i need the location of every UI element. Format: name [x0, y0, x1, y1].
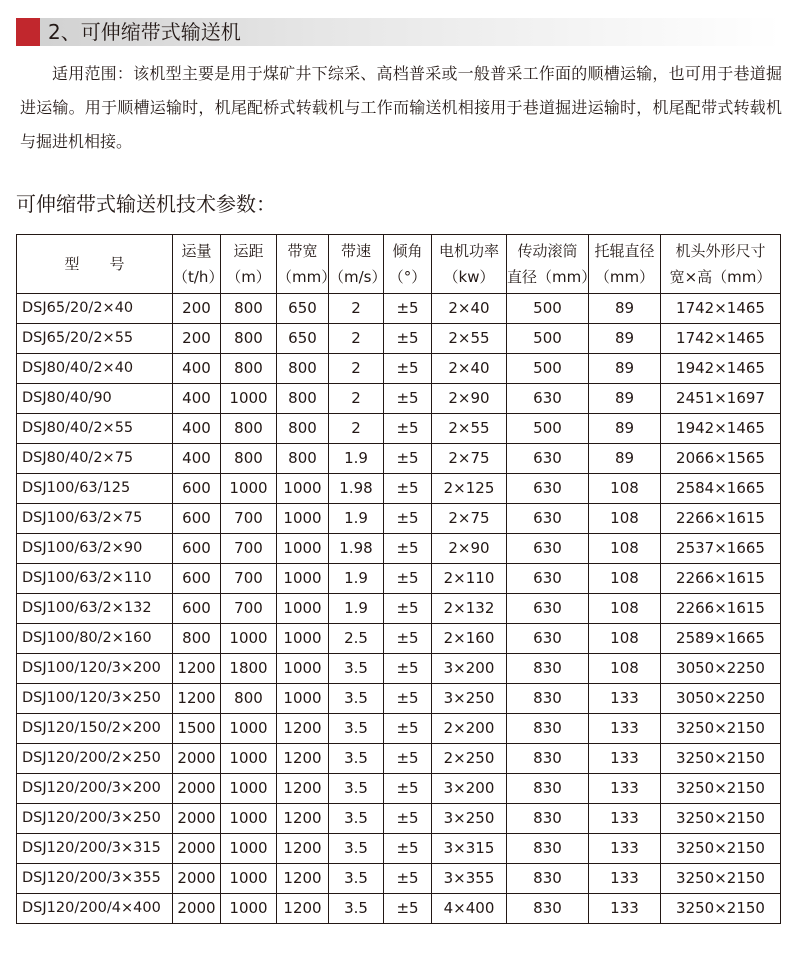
header-motor-power-label: 电机功率 — [438, 242, 499, 260]
cell-angle: ±5 — [384, 354, 432, 384]
cell-angle: ±5 — [384, 594, 432, 624]
cell-angle: ±5 — [384, 624, 432, 654]
cell-capacity: 600 — [173, 534, 221, 564]
cell-idler-diameter: 108 — [589, 624, 661, 654]
cell-belt-width: 1200 — [277, 744, 329, 774]
table-row — [17, 564, 781, 594]
cell-belt-width: 1200 — [277, 894, 329, 924]
cell-distance: 1800 — [221, 654, 277, 684]
cell-belt-speed: 1.9 — [329, 594, 384, 624]
cell-drum-diameter: 830 — [507, 684, 589, 714]
cell-capacity: 200 — [173, 294, 221, 324]
cell-drum-diameter: 500 — [507, 294, 589, 324]
header-idler-diameter-unit: （mm） — [594, 268, 655, 286]
cell-belt-speed: 3.5 — [329, 894, 384, 924]
cell-belt-speed: 3.5 — [329, 774, 384, 804]
table-row — [17, 504, 781, 534]
cell-belt-width: 1000 — [277, 564, 329, 594]
cell-distance: 1000 — [221, 894, 277, 924]
table-row — [17, 864, 781, 894]
cell-motor-power: 2×75 — [432, 444, 507, 474]
cell-capacity: 2000 — [173, 744, 221, 774]
cell-drum-diameter: 830 — [507, 834, 589, 864]
table-row — [17, 294, 781, 324]
cell-head-dims: 2266×1615 — [661, 564, 781, 594]
cell-angle: ±5 — [384, 474, 432, 504]
cell-angle: ±5 — [384, 324, 432, 354]
cell-distance: 1000 — [221, 624, 277, 654]
cell-head-dims: 3050×2250 — [661, 654, 781, 684]
cell-belt-speed: 2 — [329, 294, 384, 324]
cell-model: DSJ80/40/2×55 — [17, 414, 173, 444]
header-capacity-label: 运量 — [181, 242, 212, 260]
cell-angle: ±5 — [384, 834, 432, 864]
cell-angle: ±5 — [384, 774, 432, 804]
cell-belt-width: 1200 — [277, 804, 329, 834]
cell-drum-diameter: 500 — [507, 324, 589, 354]
header-distance — [221, 235, 277, 294]
cell-head-dims: 3250×2150 — [661, 714, 781, 744]
cell-drum-diameter: 630 — [507, 384, 589, 414]
table-row — [17, 744, 781, 774]
cell-capacity: 1200 — [173, 684, 221, 714]
cell-drum-diameter: 830 — [507, 654, 589, 684]
cell-distance: 700 — [221, 534, 277, 564]
cell-head-dims: 1742×1465 — [661, 324, 781, 354]
cell-belt-width: 800 — [277, 414, 329, 444]
cell-head-dims: 3250×2150 — [661, 894, 781, 924]
cell-model: DSJ120/200/3×250 — [17, 804, 173, 834]
header-head-dims-label: 机头外形尺寸 — [675, 242, 766, 260]
cell-distance: 1000 — [221, 744, 277, 774]
cell-drum-diameter: 630 — [507, 564, 589, 594]
header-belt-speed — [329, 235, 387, 294]
cell-head-dims: 3250×2150 — [661, 744, 781, 774]
cell-head-dims: 1942×1465 — [661, 414, 781, 444]
table-row — [17, 354, 781, 384]
cell-belt-width: 800 — [277, 384, 329, 414]
cell-belt-width: 1000 — [277, 594, 329, 624]
cell-drum-diameter: 830 — [507, 774, 589, 804]
cell-belt-width: 1000 — [277, 654, 329, 684]
cell-belt-width: 650 — [277, 294, 329, 324]
cell-belt-speed: 3.5 — [329, 744, 384, 774]
section-title: 2、可伸缩带式输送机 — [48, 20, 241, 44]
table-row — [17, 804, 781, 834]
cell-angle: ±5 — [384, 444, 432, 474]
cell-motor-power: 3×250 — [432, 804, 507, 834]
header-capacity — [173, 235, 224, 294]
cell-idler-diameter: 89 — [589, 354, 661, 384]
cell-distance: 1000 — [221, 774, 277, 804]
cell-angle: ±5 — [384, 564, 432, 594]
header-belt-speed-unit: （m/s） — [329, 268, 387, 286]
cell-belt-width: 800 — [277, 444, 329, 474]
cell-head-dims: 2584×1665 — [661, 474, 781, 504]
cell-head-dims: 2266×1615 — [661, 594, 781, 624]
cell-angle: ±5 — [384, 864, 432, 894]
cell-head-dims: 2451×1697 — [661, 384, 781, 414]
cell-belt-width: 650 — [277, 324, 329, 354]
cell-distance: 800 — [221, 354, 277, 384]
cell-belt-speed: 2.5 — [329, 624, 384, 654]
cell-distance: 1000 — [221, 804, 277, 834]
cell-head-dims: 3250×2150 — [661, 804, 781, 834]
cell-capacity: 2000 — [173, 894, 221, 924]
cell-model: DSJ120/200/3×315 — [17, 834, 173, 864]
cell-capacity: 400 — [173, 444, 221, 474]
cell-idler-diameter: 108 — [589, 564, 661, 594]
cell-capacity: 1500 — [173, 714, 221, 744]
cell-model: DSJ100/80/2×160 — [17, 624, 173, 654]
header-angle-unit: （°） — [388, 268, 427, 286]
cell-head-dims: 2066×1565 — [661, 444, 781, 474]
cell-motor-power: 3×355 — [432, 864, 507, 894]
header-distance-label: 运距 — [233, 242, 264, 260]
cell-motor-power: 2×40 — [432, 294, 507, 324]
cell-model: DSJ100/63/2×90 — [17, 534, 173, 564]
cell-head-dims: 2537×1665 — [661, 534, 781, 564]
cell-motor-power: 4×400 — [432, 894, 507, 924]
header-drum-diameter-unit: 直径（mm） — [507, 268, 597, 286]
cell-motor-power: 3×315 — [432, 834, 507, 864]
cell-belt-width: 1200 — [277, 714, 329, 744]
table-row — [17, 324, 781, 354]
cell-idler-diameter: 108 — [589, 594, 661, 624]
header-belt-speed-label: 带速 — [340, 242, 371, 260]
cell-idler-diameter: 133 — [589, 774, 661, 804]
cell-model: DSJ100/63/2×75 — [17, 504, 173, 534]
header-distance-unit: （m） — [226, 268, 271, 286]
cell-idler-diameter: 133 — [589, 714, 661, 744]
cell-motor-power: 3×200 — [432, 654, 507, 684]
cell-capacity: 2000 — [173, 864, 221, 894]
cell-angle: ±5 — [384, 384, 432, 414]
cell-drum-diameter: 630 — [507, 534, 589, 564]
cell-drum-diameter: 830 — [507, 894, 589, 924]
cell-head-dims: 3250×2150 — [661, 864, 781, 894]
cell-distance: 1000 — [221, 834, 277, 864]
cell-belt-speed: 3.5 — [329, 714, 384, 744]
cell-head-dims: 3050×2250 — [661, 684, 781, 714]
cell-capacity: 2000 — [173, 774, 221, 804]
cell-capacity: 400 — [173, 354, 221, 384]
cell-motor-power: 3×200 — [432, 774, 507, 804]
cell-head-dims: 3250×2150 — [661, 834, 781, 864]
cell-belt-width: 1000 — [277, 474, 329, 504]
cell-distance: 1000 — [221, 714, 277, 744]
cell-belt-width: 1200 — [277, 834, 329, 864]
cell-distance: 700 — [221, 564, 277, 594]
cell-distance: 1000 — [221, 384, 277, 414]
cell-belt-speed: 3.5 — [329, 654, 384, 684]
table-row — [17, 384, 781, 414]
cell-motor-power: 2×55 — [432, 324, 507, 354]
cell-idler-diameter: 133 — [589, 744, 661, 774]
header-idler-diameter-label: 托辊直径 — [594, 242, 655, 260]
cell-capacity: 400 — [173, 384, 221, 414]
cell-model: DSJ100/120/3×250 — [17, 684, 173, 714]
cell-motor-power: 2×160 — [432, 624, 507, 654]
cell-capacity: 2000 — [173, 804, 221, 834]
cell-belt-speed: 1.98 — [329, 534, 384, 564]
cell-idler-diameter: 133 — [589, 894, 661, 924]
cell-model: DSJ120/200/4×400 — [17, 894, 173, 924]
cell-angle: ±5 — [384, 294, 432, 324]
cell-drum-diameter: 830 — [507, 864, 589, 894]
header-belt-width-unit: （mm） — [277, 268, 337, 286]
cell-distance: 700 — [221, 504, 277, 534]
cell-motor-power: 2×40 — [432, 354, 507, 384]
cell-angle: ±5 — [384, 684, 432, 714]
cell-belt-speed: 3.5 — [329, 864, 384, 894]
cell-motor-power: 2×132 — [432, 594, 507, 624]
header-belt-width-label: 带宽 — [287, 242, 318, 260]
header-motor-power-unit: （kw） — [443, 268, 495, 286]
cell-drum-diameter: 630 — [507, 504, 589, 534]
cell-motor-power: 2×125 — [432, 474, 507, 504]
cell-belt-width: 1000 — [277, 684, 329, 714]
cell-distance: 800 — [221, 684, 277, 714]
cell-drum-diameter: 500 — [507, 354, 589, 384]
table-header-row — [17, 235, 781, 294]
cell-belt-speed: 2 — [329, 414, 384, 444]
cell-idler-diameter: 108 — [589, 474, 661, 504]
cell-model: DSJ120/150/2×200 — [17, 714, 173, 744]
cell-idler-diameter: 108 — [589, 654, 661, 684]
header-drum-diameter-label: 传动滚筒 — [517, 242, 578, 260]
cell-belt-speed: 3.5 — [329, 834, 384, 864]
cell-distance: 800 — [221, 414, 277, 444]
table-title: 可伸缩带式输送机技术参数： — [16, 192, 276, 216]
cell-head-dims: 2589×1665 — [661, 624, 781, 654]
cell-belt-speed: 3.5 — [329, 684, 384, 714]
header-angle — [384, 235, 432, 294]
cell-motor-power: 2×55 — [432, 414, 507, 444]
cell-motor-power: 2×75 — [432, 504, 507, 534]
table-row — [17, 774, 781, 804]
table-row — [17, 594, 781, 624]
cell-angle: ±5 — [384, 804, 432, 834]
cell-belt-width: 1000 — [277, 624, 329, 654]
cell-angle: ±5 — [384, 654, 432, 684]
table-row — [17, 624, 781, 654]
cell-belt-speed: 2 — [329, 324, 384, 354]
cell-model: DSJ100/63/125 — [17, 474, 173, 504]
cell-drum-diameter: 830 — [507, 804, 589, 834]
cell-motor-power: 2×90 — [432, 534, 507, 564]
cell-belt-speed: 1.9 — [329, 504, 384, 534]
header-model: 型 号 — [17, 235, 173, 294]
cell-angle: ±5 — [384, 534, 432, 564]
spec-table — [16, 234, 781, 924]
cell-distance: 1000 — [221, 864, 277, 894]
cell-model: DSJ120/200/3×200 — [17, 774, 173, 804]
cell-belt-width: 1200 — [277, 774, 329, 804]
cell-model: DSJ120/200/2×250 — [17, 744, 173, 774]
cell-head-dims: 1742×1465 — [661, 294, 781, 324]
table-row — [17, 894, 781, 924]
cell-distance: 700 — [221, 594, 277, 624]
cell-distance: 800 — [221, 324, 277, 354]
cell-capacity: 400 — [173, 414, 221, 444]
cell-idler-diameter: 89 — [589, 414, 661, 444]
cell-capacity: 600 — [173, 474, 221, 504]
cell-belt-width: 1000 — [277, 534, 329, 564]
cell-drum-diameter: 630 — [507, 624, 589, 654]
header-belt-width — [277, 235, 337, 294]
cell-belt-speed: 2 — [329, 354, 384, 384]
cell-model: DSJ80/40/2×40 — [17, 354, 173, 384]
cell-belt-width: 1000 — [277, 504, 329, 534]
table-row — [17, 834, 781, 864]
cell-capacity: 1200 — [173, 654, 221, 684]
cell-model: DSJ80/40/90 — [17, 384, 173, 414]
section-marker — [16, 18, 40, 46]
cell-angle: ±5 — [384, 744, 432, 774]
cell-head-dims: 2266×1615 — [661, 504, 781, 534]
cell-belt-width: 800 — [277, 354, 329, 384]
cell-idler-diameter: 133 — [589, 804, 661, 834]
cell-model: DSJ100/63/2×132 — [17, 594, 173, 624]
header-capacity-unit: （t/h） — [173, 268, 224, 286]
cell-model: DSJ100/120/3×200 — [17, 654, 173, 684]
cell-motor-power: 3×250 — [432, 684, 507, 714]
cell-capacity: 800 — [173, 624, 221, 654]
cell-idler-diameter: 89 — [589, 444, 661, 474]
header-head-dims-unit: 宽×高（mm） — [669, 268, 772, 286]
cell-drum-diameter: 630 — [507, 474, 589, 504]
header-angle-label: 倾角 — [392, 242, 423, 260]
cell-distance: 800 — [221, 444, 277, 474]
header-drum-diameter — [507, 235, 597, 294]
cell-idler-diameter: 89 — [589, 294, 661, 324]
cell-idler-diameter: 133 — [589, 834, 661, 864]
table-row — [17, 444, 781, 474]
cell-distance: 1000 — [221, 474, 277, 504]
cell-capacity: 600 — [173, 594, 221, 624]
cell-idler-diameter: 133 — [589, 684, 661, 714]
cell-drum-diameter: 630 — [507, 594, 589, 624]
cell-motor-power: 2×110 — [432, 564, 507, 594]
cell-belt-speed: 3.5 — [329, 804, 384, 834]
cell-model: DSJ65/20/2×55 — [17, 324, 173, 354]
cell-belt-speed: 1.9 — [329, 564, 384, 594]
cell-motor-power: 2×250 — [432, 744, 507, 774]
cell-capacity: 600 — [173, 564, 221, 594]
cell-motor-power: 2×90 — [432, 384, 507, 414]
table-row — [17, 534, 781, 564]
cell-drum-diameter: 630 — [507, 444, 589, 474]
intro-paragraph: 适用范围：该机型主要是用于煤矿井下综采、高档普采或一般普采工作面的顺槽运输，也可用于巷道掘进运输。用于顺槽运输时，机尾配桥式转载机与工作而输送机相接用于巷道掘进运输时，机尾配带式转载机与掘进机相接。 — [20, 64, 782, 151]
header-motor-power — [432, 235, 507, 294]
table-row — [17, 414, 781, 444]
cell-drum-diameter: 830 — [507, 744, 589, 774]
cell-idler-diameter: 89 — [589, 324, 661, 354]
cell-angle: ±5 — [384, 504, 432, 534]
cell-idler-diameter: 108 — [589, 504, 661, 534]
cell-belt-speed: 1.98 — [329, 474, 384, 504]
cell-idler-diameter: 108 — [589, 534, 661, 564]
table-row — [17, 474, 781, 504]
header-head-dims — [661, 235, 781, 294]
cell-capacity: 2000 — [173, 834, 221, 864]
cell-idler-diameter: 133 — [589, 864, 661, 894]
cell-model: DSJ100/63/2×110 — [17, 564, 173, 594]
table-row — [17, 654, 781, 684]
cell-model: DSJ65/20/2×40 — [17, 294, 173, 324]
cell-angle: ±5 — [384, 414, 432, 444]
cell-capacity: 600 — [173, 504, 221, 534]
header-idler-diameter — [589, 235, 661, 294]
cell-head-dims: 1942×1465 — [661, 354, 781, 384]
spec-table-body — [17, 294, 781, 924]
cell-motor-power: 2×200 — [432, 714, 507, 744]
table-row — [17, 684, 781, 714]
cell-capacity: 200 — [173, 324, 221, 354]
cell-angle: ±5 — [384, 894, 432, 924]
cell-drum-diameter: 830 — [507, 714, 589, 744]
cell-model: DSJ120/200/3×355 — [17, 864, 173, 894]
cell-belt-speed: 2 — [329, 384, 384, 414]
cell-angle: ±5 — [384, 714, 432, 744]
cell-belt-speed: 1.9 — [329, 444, 384, 474]
cell-distance: 800 — [221, 294, 277, 324]
cell-belt-width: 1200 — [277, 864, 329, 894]
cell-idler-diameter: 89 — [589, 384, 661, 414]
cell-head-dims: 3250×2150 — [661, 774, 781, 804]
cell-drum-diameter: 500 — [507, 414, 589, 444]
cell-model: DSJ80/40/2×75 — [17, 444, 173, 474]
table-row — [17, 714, 781, 744]
